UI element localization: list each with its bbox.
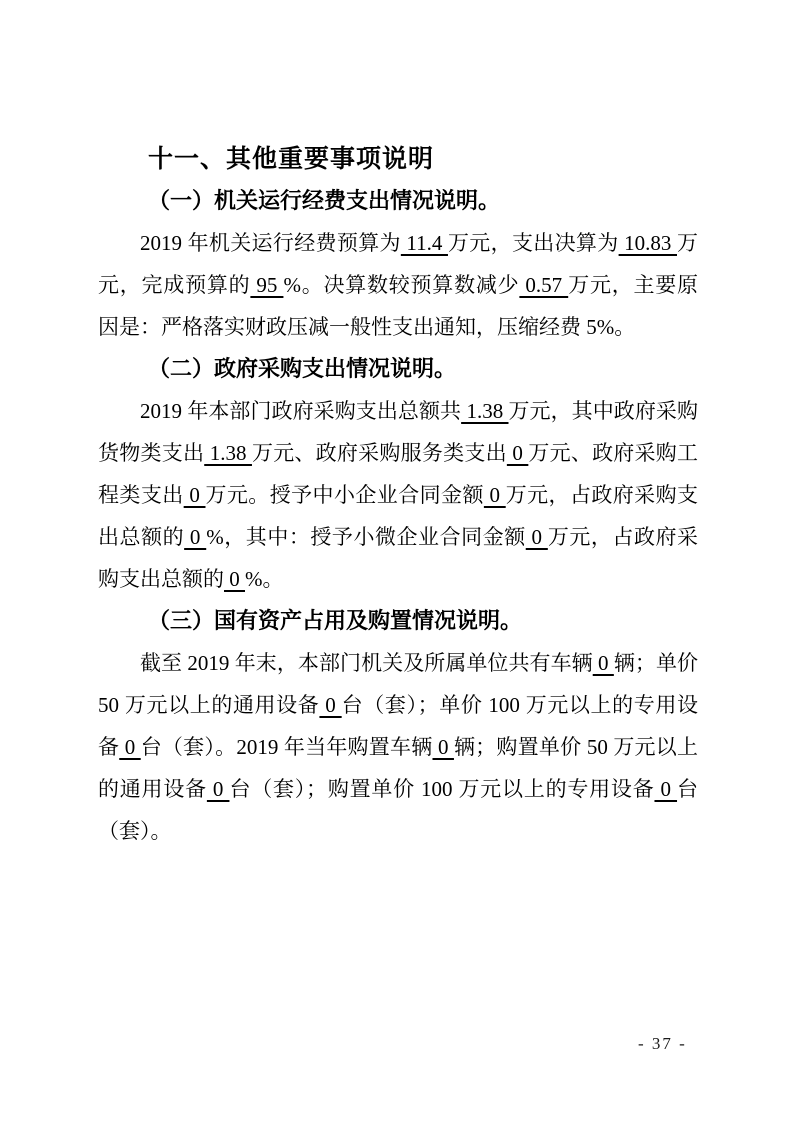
text-run: 万元、政府采购服务类支出 [251, 441, 507, 465]
underlined-value: 0 [119, 735, 141, 759]
text-run: 台（套）；单价 100 万元以上的专用设备 [98, 693, 699, 759]
section-title-3: （三）国有资产占用及购置情况说明。 [147, 608, 522, 633]
text-run: %。决算数较预算数减少 [283, 273, 520, 297]
text-run: 万元，支出决算为 [447, 231, 619, 255]
section-title-1: （一）机关运行经费支出情况说明。 [147, 188, 500, 213]
underlined-value: 1.38 [204, 441, 252, 465]
underlined-value: 0 [432, 735, 454, 759]
underlined-value: 10.83 [618, 231, 677, 255]
text-run: 台（套）。2019 年当年购置车辆 [140, 735, 433, 759]
text-run: 万元，主要原因是：严格落实财政压减一般性支出通知，压缩经费 5%。 [98, 273, 699, 339]
underlined-value: 0 [525, 525, 548, 549]
document-content [98, 138, 698, 852]
text-run: 台（套）。 [98, 777, 699, 843]
text-run: 截至 2019 年末，本部门机关及所属单位共有车辆 [140, 651, 593, 675]
underlined-value: 11.4 [400, 231, 448, 255]
text-run: 万元，占政府采购支出总额的 [98, 525, 699, 591]
text-run: 万元、政府采购工程类支出 [98, 441, 699, 507]
underlined-value: 0 [206, 777, 230, 801]
text-run: %。 [245, 567, 284, 591]
text-run: 2019 年机关运行经费预算为 [140, 231, 401, 255]
text-run: 万元，其中政府采购货物类支出 [98, 399, 698, 465]
underlined-value: 95 [250, 273, 284, 297]
paragraph [98, 642, 698, 852]
text-run: %，其中：授予小微企业合同金额 [206, 525, 526, 549]
underlined-value: 0 [319, 693, 342, 717]
page-number: - 37 - [638, 1034, 687, 1053]
document-heading: 十一、其他重要事项说明 [148, 145, 435, 173]
underlined-value: 0 [183, 483, 206, 507]
section-title-2: （二）政府采购支出情况说明。 [147, 356, 456, 381]
underlined-value: 0 [184, 525, 207, 549]
paragraph [98, 222, 698, 348]
text-run: 辆；单价 50 万元以上的通用设备 [98, 651, 699, 717]
sections-container [98, 180, 698, 852]
text-run: 万元。授予中小企业合同金额 [205, 483, 484, 507]
text-run: 台（套）；购置单价 100 万元以上的专用设备 [229, 777, 655, 801]
underlined-value: 0 [654, 777, 678, 801]
underlined-value: 0 [483, 483, 506, 507]
text-run: 万元，完成预算的 [98, 231, 698, 297]
text-run: 2019 年本部门政府采购支出总额共 [140, 399, 462, 423]
underlined-value: 0.57 [519, 273, 569, 297]
underlined-value: 0 [592, 651, 614, 675]
underlined-value: 0 [506, 441, 529, 465]
paragraph [98, 390, 698, 600]
text-run: 辆；购置单价 50 万元以上的通用设备 [98, 735, 699, 801]
underlined-value: 1.38 [461, 399, 509, 423]
text-run: 万元，占政府采购支出总额的 [98, 483, 699, 549]
underlined-value: 0 [224, 567, 245, 591]
